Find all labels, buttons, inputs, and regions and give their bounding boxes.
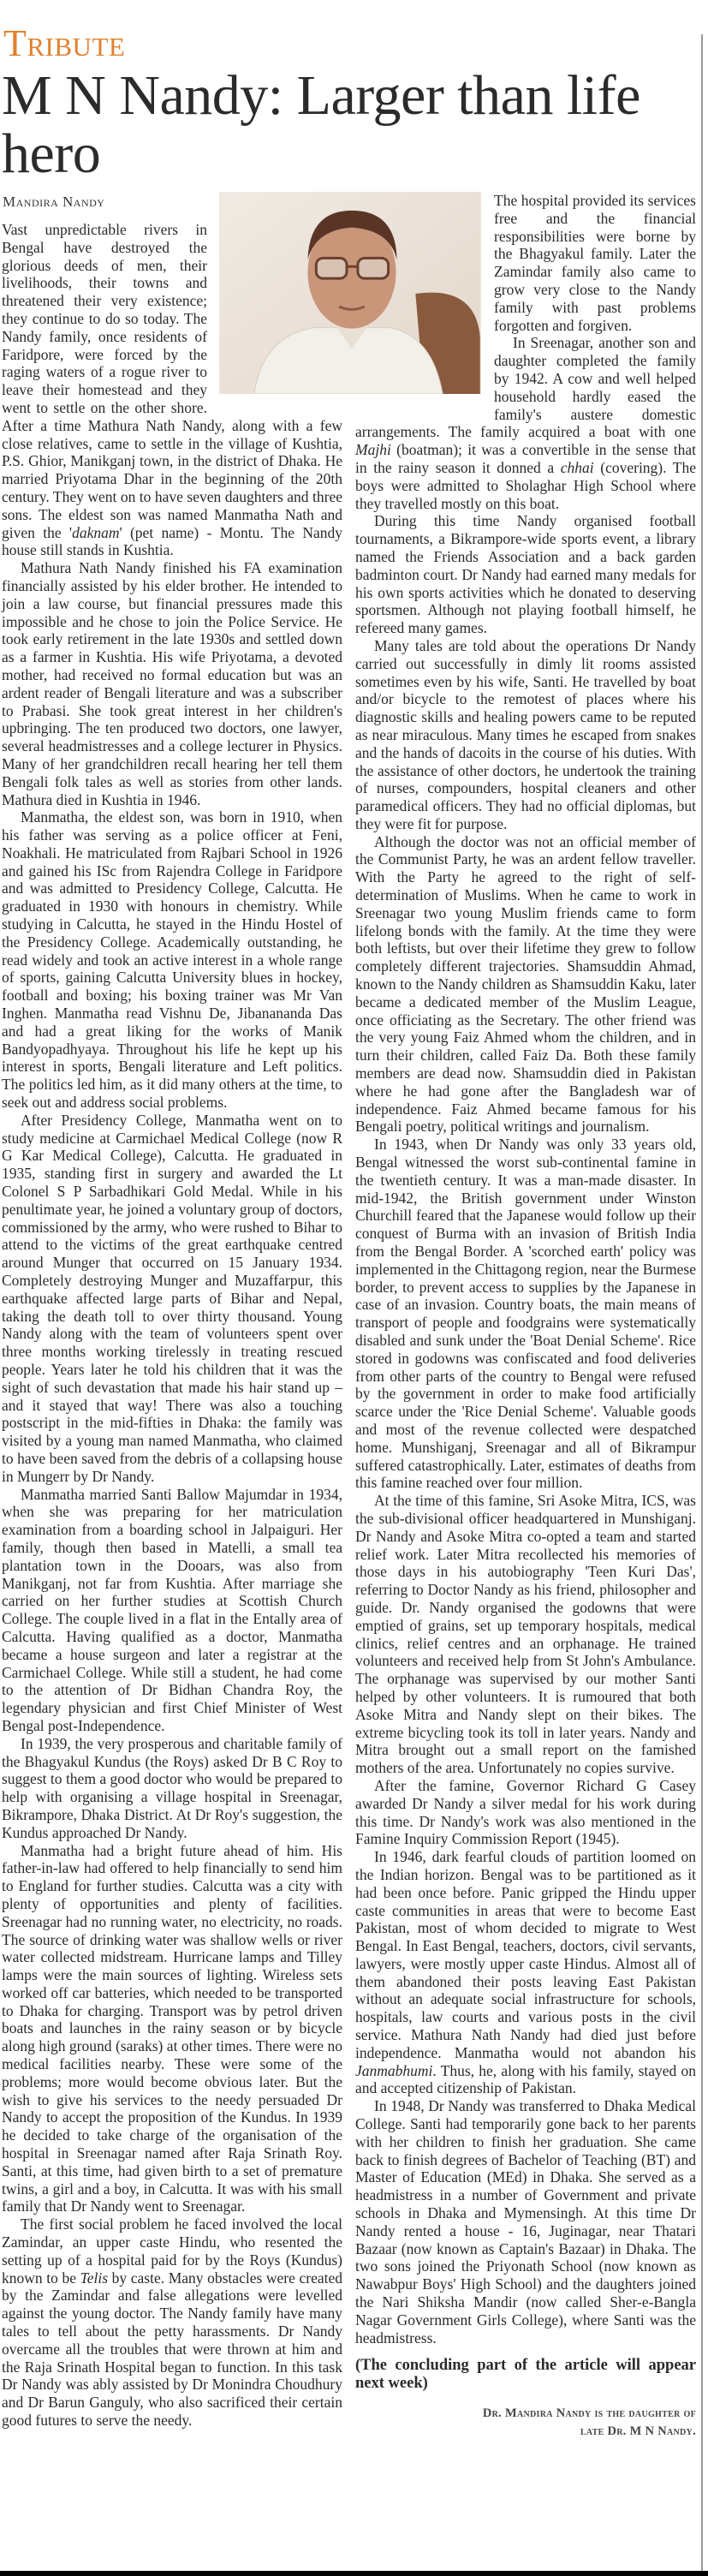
paragraph-text: In 1946, dark fearful clouds of partition loomed on the Indian horizon. Bengal was to be partitioned as it had been once before. Panic gripped the Hindu upper caste communities in areas that were to become East Pakistan, most of whom decided to migrate to West Bengal. In East Bengal, teachers, doctors, civil servants, lawyers, were mostly upper caste Hindus. Almost all of them abandoned their posts leaving East Pakistan without an adequate social infrastructure for schools, hospitals, law courts and various posts in the civil service. Mathura Nath Nandy had died just before independence. Manmatha would not abandon his: [355, 1848, 696, 2061]
article-paragraph: [355, 833, 696, 1136]
paragraph-text: Many tales are told about the operations Dr Nandy carried out successfully in dimly lit rooms assisted sometimes even by his wife, Santi. He travelled by boat and/or bicycle to the remotest of places where his diagnostic skills and healing powers came to be reputed as near miraculous. Many times he escaped from snakes and the hands of dacoits in the course of his duties. With the assistance of other doctors, he undertook the training of nurses, compounders, hospital cleaners and other paramedical officers. They had no official diplomas, but they were fit for purpose.: [355, 636, 696, 832]
paragraph-text: Manmatha, the eldest son, was born in 1910, when his father was serving as a police officer at Feni, Noakhali. He matriculated from Rajbari School in 1926 and gained his ISc from Rajendra College in Faridpore and was admitted to Presidency College, Calcutta. He graduated in 1930 with honours in chemistry. While studying in Calcutta, he stayed in the Hindu Hostel of the Presidency College. Academically outstanding, he read widely and took an active interest in a whole range of sports, gaining Calcutta University blues in hockey, football and boxing; his boxing trainer was Mr Van Inghen. Manmatha read Vishnu De, Jibanananda Das and had a great liking for the works of Manik Bandyopadhyaya. Throughout his life he kept up his interest in sports, Bengali literature and Left politics. The politics led him, as it did many others at the time, to seek out and address social problems.: [2, 808, 342, 1112]
paragraph-text: Manmatha had a bright future ahead of him. His father-in-law had offered to help financially to send him to England for further studies. Calcutta was a city with plenty of opportunities and plenty of facilities. Sreenagar had no running water, no electricity, no roads. The source of drinking water was shallow wells or river water collected midstream. Hurricane lamps and Tilley lamps were the main sources of lighting. Wireless sets worked off car batteries, which needed to be transported to Dhaka for charging. Transport was by petrol driven boats and launches in the rainy season or by bicycle along high ground (saraks) at other times. There were no medical facilities nearby. These were some of the problems; more would become obvious later. But the wish to give his services to the needy persuaded Dr Nandy to accept the proposition of the Kundus. In 1939 he decided to take charge of the organisation of the hospital in Sreenagar named after Raja Srinath Roy. Santi, at this time, had given birth to a set of premature twins, a girl and a boy, in Calcutta. It was with his small family that Dr Nandy went to Sreenagar.: [2, 1841, 342, 2215]
article-paragraph: [2, 808, 342, 1112]
section-kicker: Tribute: [3, 22, 126, 64]
photo-wrap-spacer: [207, 221, 342, 411]
author-note-line: Dr. Mandira Nandy is the daughter of: [482, 2406, 696, 2421]
article-paragraph: [355, 1777, 696, 1848]
paragraph-text: Manmatha married Santi Ballow Majumdar in 1934, when she was preparing for her matriculation examination from a boarding school in Jalpaiguri. Her family, though then based in Matelli, a small tea plantation town in the Dooars, was also from Manikganj, not far from Kushtia. After marriage she carried on her further studies at Scottish Church College. The couple lived in a flat in the Entally area of Calcutta. Having qualified as a doctor, Manmatha became a house surgeon and later a registrar at the Carmichael College. While still a student, he had come to the attention of Dr Bidhan Chandra Roy, the legendary physician and first Chief Minister of West Bengal post-Independence.: [2, 1485, 342, 1734]
article-paragraph: [355, 1136, 696, 1492]
article-paragraph: [2, 1486, 342, 1735]
article-column-right: [355, 192, 696, 2441]
paragraph-text: In 1948, Dr Nandy was transferred to Dhaka Medical College. Santi had temporarily gone back to her parents with her children to finish her graduation. She came back to finish degrees of Bachelor of Teaching (BT) and Master of Education (MEd) in Dhaka. She served as a headmistress in a number of Government and private schools in Dhaka and Mymensingh. At this time Dr Nandy rented a house - 16, Juginagar, near Thatari Bazaar (now known as Captain's Bazaar) in Dhaka. The two sons joined the Priyonath School (now known as Nawabpur Boys' High School) and the daughters joined the Nari Shiksha Mandir (now called Sher-e-Bangla Nagar Government Girls College), where Santi was the headmistress.: [355, 2097, 696, 2346]
author-note: [355, 2405, 696, 2441]
article-column-left: [2, 221, 342, 2430]
column-rule: [701, 34, 703, 2571]
author-note-line: late Dr. M N Nandy.: [580, 2424, 696, 2439]
paragraph-text: In 1943, when Dr Nandy was only 33 years old, Bengal witnessed the worst sub-continental famine in the twentieth century. It was a man-made disaster. In mid-1942, the British government under Winston Churchill feared that the Japanese would follow up their conquest of Burma with an invasion of British India from the Bengal Border. A 'scorched earth' policy was implemented in the Chittagong region, near the Burmese border, to prevent access to supplies by the Japanese in case of an invasion. Country boats, the main means of transport of people and foodgrains were systematically disabled and sunk under the 'Boat Denial Scheme'. Rice stored in godowns was confiscated and food deliveries from other parts of the country to Bengal were refused by the government in order to make food artificially scarce under the 'Rice Denial Scheme'. Valuable goods and most of the revenue collected were despatched home. Munshiganj, Sreenagar and all of Bikrampur suffered catastrophically. Later, estimates of deaths from this famine reached over four million.: [355, 1136, 696, 1492]
article-paragraph: [355, 2097, 696, 2346]
bottom-border: [0, 2571, 708, 2576]
italic-term: daknam: [72, 523, 120, 541]
photo-wrap-spacer: [355, 192, 494, 421]
paragraph-text: During this time Nandy organised football tournaments, a Bikrampore-wide sports event, a library named the Friends Association and a back garden badminton court. Dr Nandy had earned many medals for his own sports activities which he donated to deserving sportsmen. Although not playing football himself, he refereed many games.: [355, 512, 696, 637]
article-paragraph: [355, 512, 696, 637]
paragraph-text: ' (pet name) - Montu. The Nandy house still stands in Kushtia.: [2, 523, 342, 559]
paragraph-text: Vast unpredictable rivers in Bengal have destroyed the glorious deeds of men, their livelihoods, their towns and threatened their very existence; they continue to do so today. The Nandy family, once residents of Faridpore, were forced by the raging waters of a rogue river to leave their homestead and they went to settle on the other shore. After a time Mathura Nath Nandy, along with a few close relatives, came to settle in the village of Kushtia, P.S. Ghior, Manikganj town, in the district of Dhaka. He married Priyotama Dhar in the beginning of the 20th century. They went on to have seven daughters and three sons. The eldest son was named Manmatha Nath and given the ': [2, 221, 342, 541]
paragraph-text: . Thus, he, along with his family, stayed on and accepted citizenship of Pakistan.: [355, 2061, 696, 2097]
paragraph-text: (boatman); it was a convertible in the sense that in the rainy season it donned a: [355, 441, 696, 476]
article-paragraph: [2, 1112, 342, 1486]
italic-term: chhai: [560, 458, 594, 476]
article-paragraph: [355, 1848, 696, 2097]
paragraph-text: (covering). The boys were admitted to Sholaghar High School where they travelled mostly on this boat.: [355, 458, 696, 512]
article-paragraph: [2, 1842, 342, 2216]
paragraph-text: The hospital provided its services free and the financial responsibilities were borne by the Bhagyakul family. Later the Zamindar family also came to grow very close to the Nandy family with past problems forgotten and forgiven.: [494, 192, 696, 334]
paragraph-text: In 1939, the very prosperous and charitable family of the Bhagyakul Kundus (the Roys) asked Dr B C Roy to suggest to them a good doctor who would be prepared to help with organising a village hospital in Sreenagar, Bikrampore, Dhaka District. At Dr Roy's suggestion, the Kundus approached Dr Nandy.: [2, 1734, 342, 1841]
paragraph-text: After Presidency College, Manmatha went on to study medicine at Carmichael Medical College (now R G Kar Medical College), Calcutta. He graduated in 1935, standing first in surgery and awarded the Lt Colonel S P Sarbadhikari Gold Medal. While in his penultimate year, he joined a voluntary group of doctors, commissioned by the army, who were rushed to Bihar to attend to the victims of the great earthquake centred around Munger that occurred on 15 January 1934. Completely destroying Munger and Muzaffarpur, this earthquake affected large parts of Bihar and Nepal, taking the death toll to over thirty thousand. Young Nandy along with the team of volunteers spent over three months working tirelessly in treating rescued people. Years later he told his children that it was the sight of such devastation that made his hair stand up – and it stayed that way! There was also a touching postscript in the mid-fifties in Dhaka: the family was visited by a young man named Manmatha, who claimed to have been saved from the debris of a collapsing house in Mungerr by Dr Nandy.: [2, 1111, 342, 1485]
paragraph-text: At the time of this famine, Sri Asoke Mitra, ICS, was the sub-divisional officer headquartered in Munshiganj. Dr Nandy and Asoke Mitra co-opted a team and started relief work. Later Mitra recollected his memories of those days in his autobiography 'Teen Kuri Das', referring to Doctor Nandy as his friend, philosopher and guide. Dr. Nandy organised the godowns that were emptied of grains, set up temporary hospitals, medical clinics, relief centres and an orphanage. He trained volunteers and received help from St John's Ambulance. The orphanage was supervised by our mother Santi helped by other volunteers. It is rumoured that both Asoke Mitra and Nandy slept on their bikes. The extreme bicycling took its toll in later years. Nandy and Mitra brought out a small report on the famished mothers of the area. Unfortunately no copies survive.: [355, 1492, 696, 1777]
headline: M N Nandy: Larger than life hero: [2, 64, 640, 185]
article-paragraph: [2, 1735, 342, 1842]
paragraph-text: The first social problem he faced involved the local Zamindar, an upper caste Hindu, who resented the setting up of a hospital paid for by the Roys (Kundus) known to be: [2, 2215, 342, 2287]
paragraph-text: After the famine, Governor Richard G Casey awarded Dr Nandy a silver medal for his work during this time. Dr Nandy's work was also mentioned in the Famine Inquiry Commission Report (1945).: [355, 1776, 696, 1848]
article-paragraph: [2, 2215, 342, 2430]
paragraph-text: Although the doctor was not an official member of the Communist Party, he was an ardent fellow traveller. With the Party he agreed to the right of self-determination of Muslims. When he came to work in Sreenagar two young Muslim friends came to form lifelong bonds with the family. At the time they were both leftists, but over their lifetime they grew to follow completely different trajectories. Shamsuddin Ahmad, known to the Nandy children as Shamsuddin Kaku, later became a dedicated member of the Muslim League, once officiating as the Secretary. The other friend was the very young Faiz Ahmed whom the children, and in turn their children, called Faiz Da. Both these family members are dead now. Shamsuddin died in Pakistan where he had gone after the Bangladesh war of independence. Faiz Ahmed became famous for his Bengali poetry, political writings and journalism.: [355, 832, 696, 1136]
article-paragraph: [355, 637, 696, 833]
byline: Mandira Nandy: [3, 194, 105, 210]
paragraph-text: by caste. Many obstacles were created by the Zamindar and false allegations were levelled against the young doctor. The Nandy family have many tales to tell about the petty harassments. Dr Nandy overcame all the troubles that were thrown at him and the Raja Srinath Hospital began to function. In this task Dr Nandy was ably assisted by Dr Monindra Choudhury and Dr Barun Ganguly, who also sacrificed their certain good futures to serve the needy.: [2, 2269, 342, 2430]
article-paragraph: [2, 559, 342, 808]
paragraph-text: In Sreenagar, another son and daughter completed the family by 1942. A cow and well helped household hardly eased the family's austere domestic arrangements. The family acquired a boat with one: [355, 334, 696, 441]
italic-term: Janmabhumi: [355, 2061, 433, 2079]
italic-term: Majhi: [355, 441, 391, 459]
paragraph-text: Mathura Nath Nandy finished his FA examination financially assisted by his elder brother. He intended to join a law course, but financial pressures made this impossible and he chose to join the Police Service. He took early retirement in the late 1930s and settled down as a farmer in Kushtia. His wife Priyotama, a devoted mother, had received no formal education but was an ardent reader of Bengali literature and was a subscriber to Prabasi. She took great interest in her children's upbringing. The ten produced two doctors, one lawyer, several headmistresses and a college lecturer in Physics. Many of her grandchildren recall hearing her tell them Bengali folk tales as well as stories from other lands. Mathura died in Kushtia in 1946.: [2, 559, 342, 808]
article-paragraph: [355, 1492, 696, 1777]
concluding-note: (The concluding part of the article will appear next week): [355, 2357, 696, 2393]
paragraph-slot: [355, 192, 696, 2346]
italic-term: Telis: [80, 2269, 109, 2287]
